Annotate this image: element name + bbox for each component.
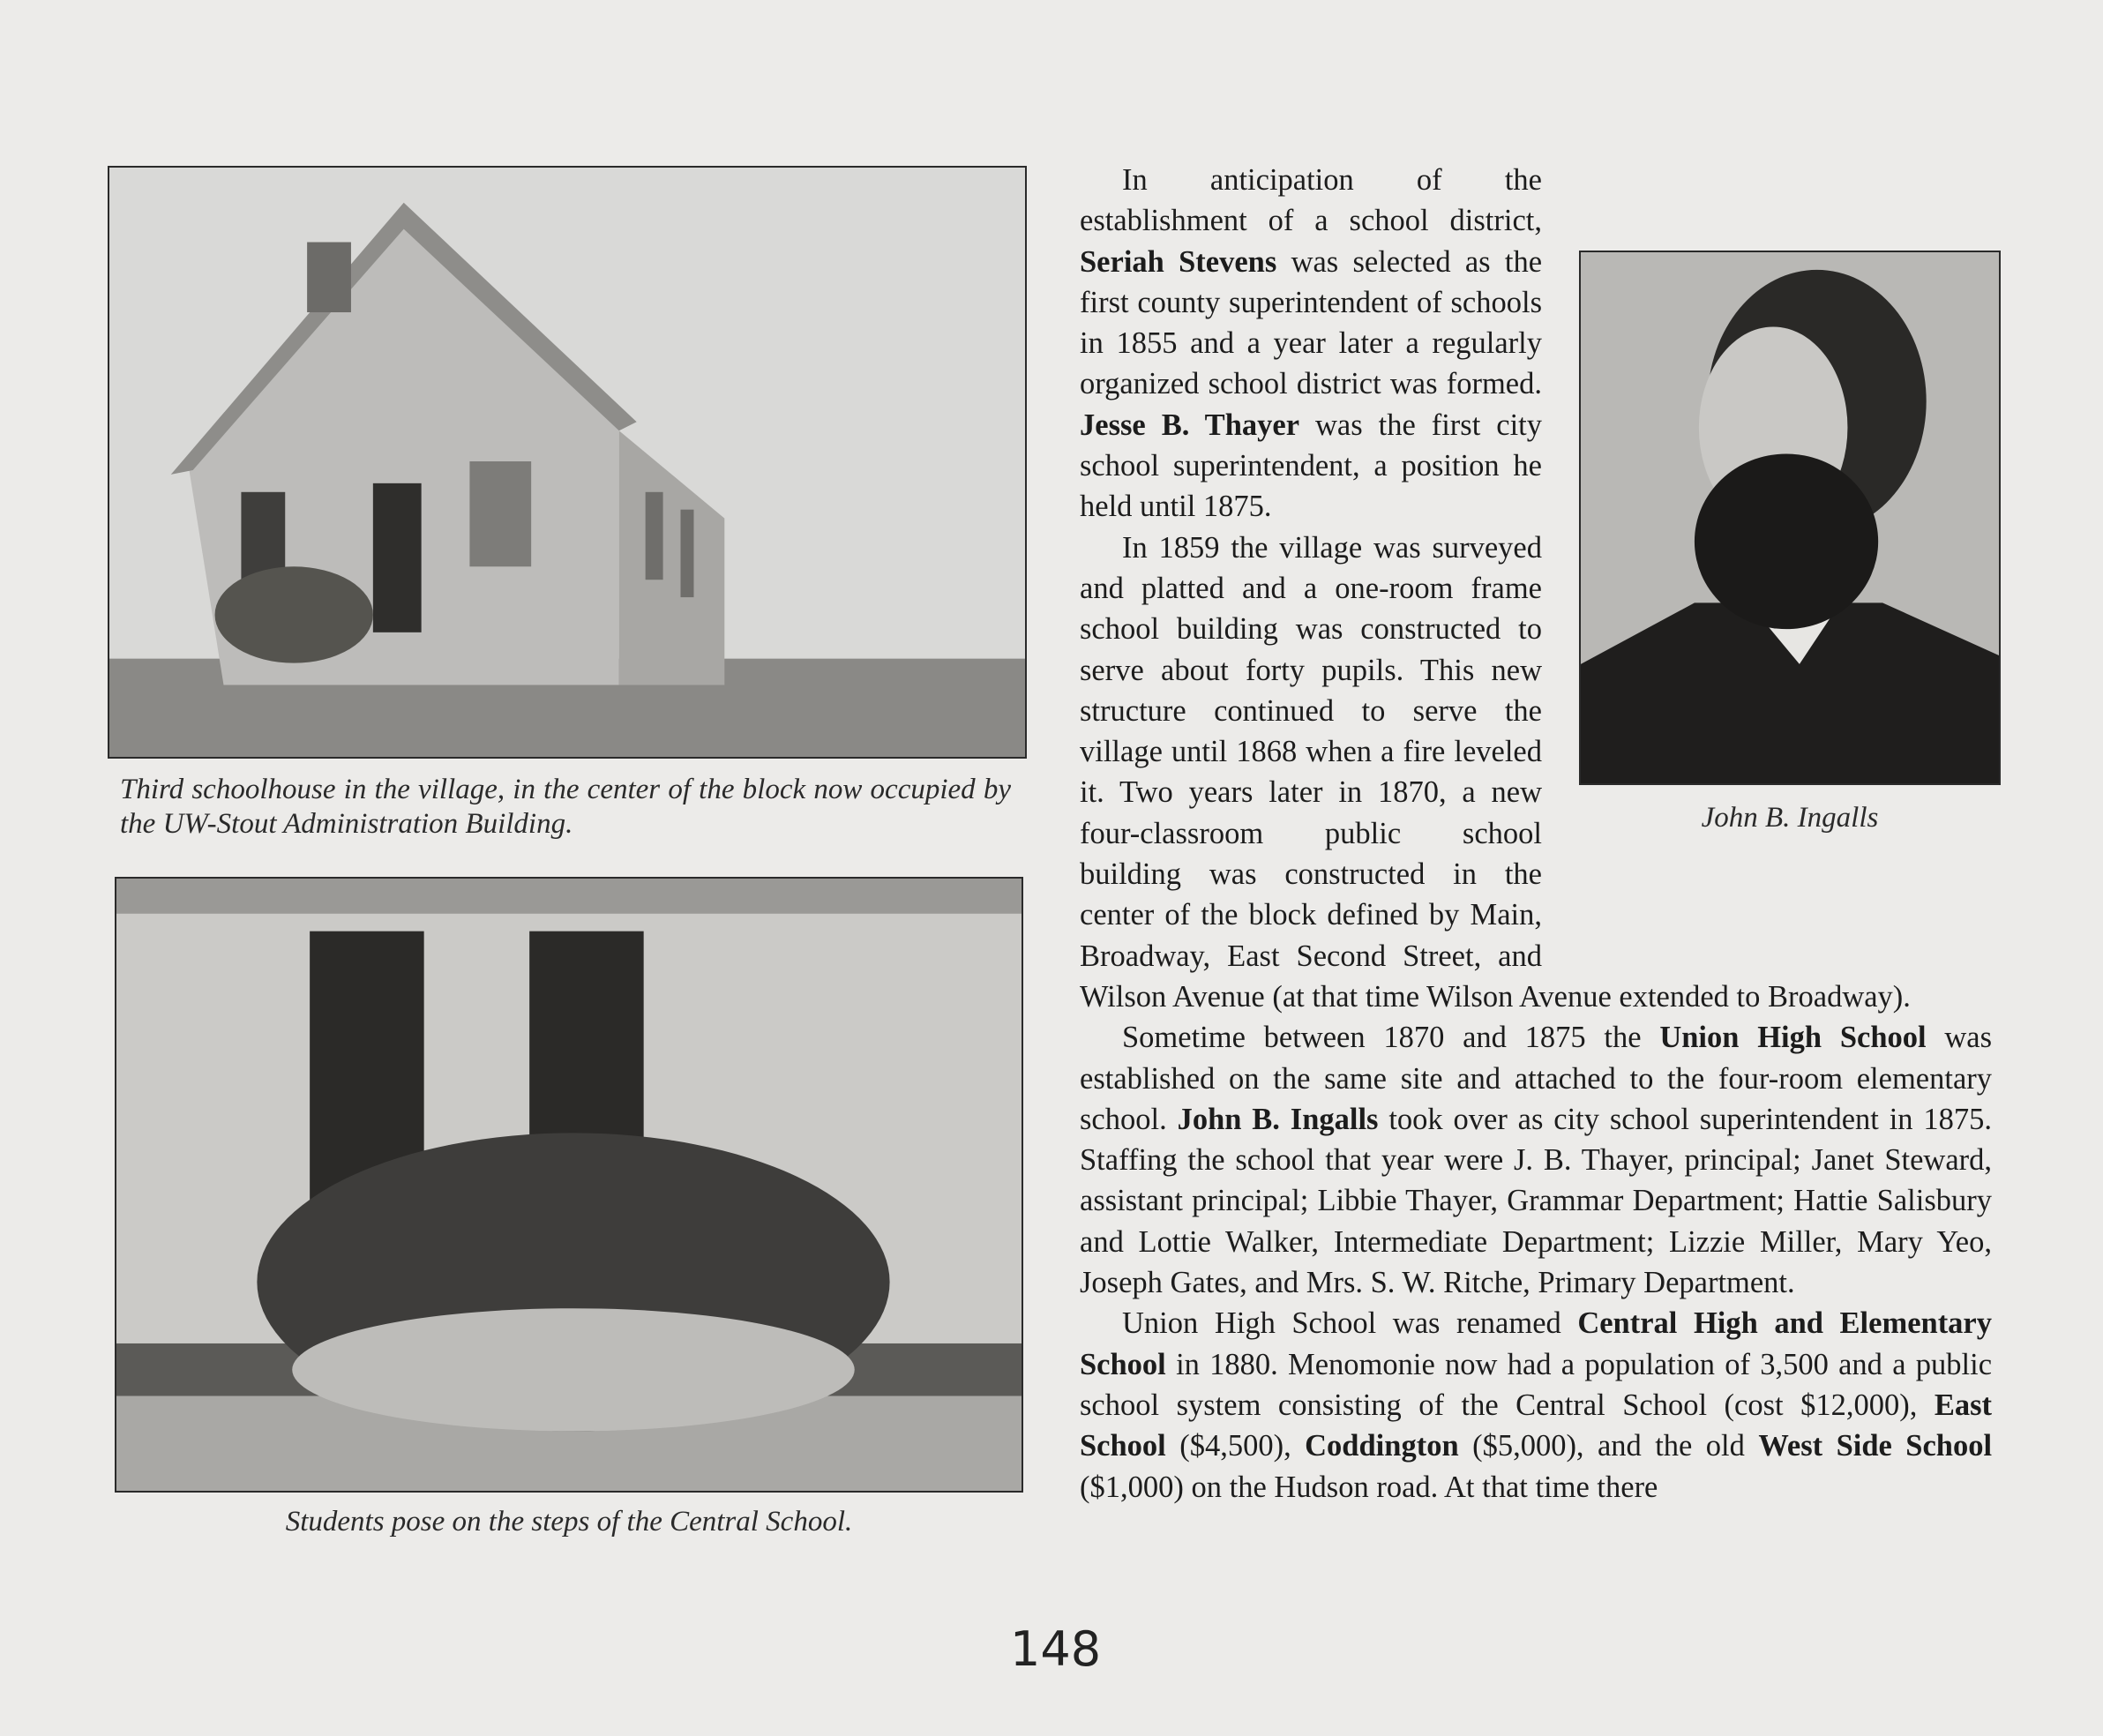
portrait-caption: John B. Ingalls	[1701, 802, 1879, 834]
page-number: 148	[1010, 1621, 1102, 1677]
students-caption: Students pose on the steps of the Central School.	[285, 1506, 853, 1538]
schoolhouse-caption: Third schoolhouse in the village, in the center of the block now occupied by the UW-Stout Administration Building.	[120, 774, 1011, 840]
paragraph-3: Sometime between 1870 and 1875 the Union High School was established on the same site and attached to the four-room elementary school. John B. Ingalls took over as city school superintendent in 1875. Staffing the school that year were J. B. Thayer, principal; Janet Steward, assistant principal; Libbie Thayer, Grammar Department; Hattie Salisbury and Lottie Walker, Intermediate Department; Lizzie Miller, Mary Yeo, Joseph Gates, and Mrs. S. W. Ritche, Primary Department.	[1080, 1021, 1993, 1300]
portrait-float-space	[1542, 243, 1992, 947]
paragraph-2: In 1859 the village was surveyed and platted and a one-room frame school building was constructed to serve about forty pupils. This new structure continued to serve the village until 1868 when a fire leveled it. Two years later in 1870, a new four-classroom public school building was constructed in the center of the block defined by Main, Broadway, East Second Street, and Wilson Avenue (at that time Wilson Avenue extended to Broadway).	[1080, 530, 1911, 1014]
paragraph-4: Union High School was renamed Central High and Elementary School in 1880. Menomonie now had a population of 3,500 and a public school system consisting of the Central School (cost $12,000), East School ($4,500), Coddington ($5,000), and the old West Side School ($1,000) on the Hudson road. At that time there	[1080, 1306, 1993, 1504]
paragraph-1: In anticipation of the establishment of a school district, Seriah Stevens was selected as the first county superintendent of schools in 1855 and a year later a regularly organized school district was formed. Jesse B. Thayer was the first city school superintendent, a position he held until 1875.	[1080, 163, 1543, 524]
students-photo	[115, 877, 1023, 1493]
article-body	[1080, 160, 1992, 1508]
schoolhouse-photo	[108, 166, 1027, 759]
